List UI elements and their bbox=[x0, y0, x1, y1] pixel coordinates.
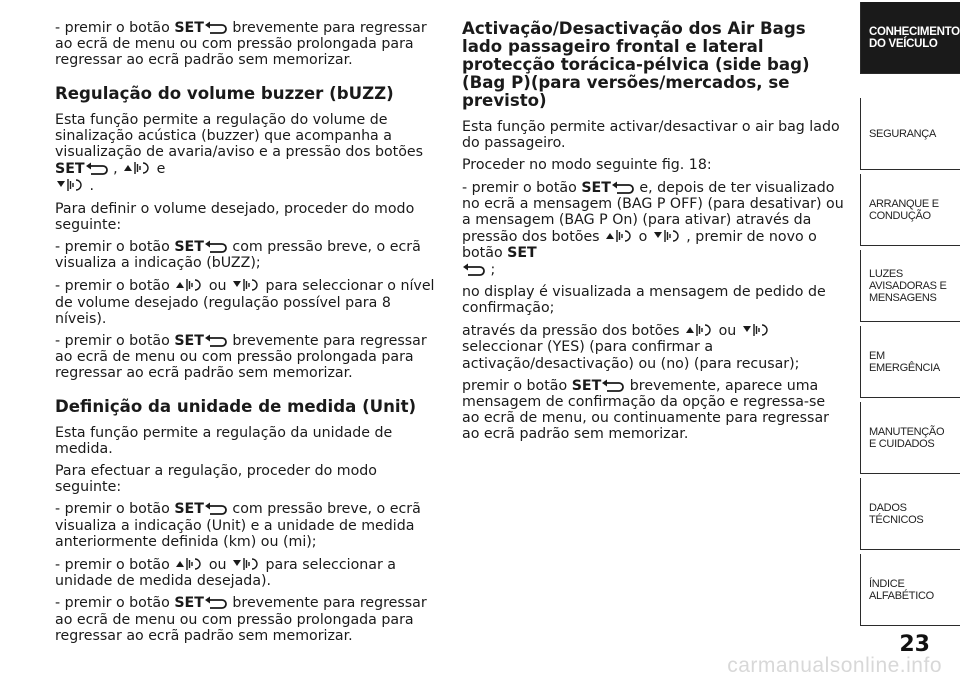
down-button-icon bbox=[741, 322, 771, 338]
left-column bbox=[55, 20, 440, 650]
paragraph-step bbox=[55, 595, 440, 644]
text: e, depois de ter visualizado no ecrã a mensagem (BAG P OFF) (para desativar) ou a mensagem (BAG P On) (para ativar) através da pressão dos botões bbox=[462, 179, 844, 246]
paragraph-step bbox=[462, 180, 847, 278]
tab-label: DADOS TÉCNICOS bbox=[869, 501, 924, 526]
tab-label: CONHECIMENTO DO VEÍCULO bbox=[869, 25, 960, 50]
text: e bbox=[152, 161, 166, 178]
paragraph-unit-intro: Esta função permite a regulação da unidade de medida. bbox=[55, 424, 393, 457]
tab-dados-tecnicos[interactable] bbox=[860, 478, 960, 550]
text: - premir o botão bbox=[462, 179, 582, 196]
up-button-icon bbox=[174, 277, 204, 293]
paragraph-step bbox=[55, 239, 440, 271]
set-button-label: SET bbox=[174, 333, 204, 350]
heading-airbag-activation: Activação/Desactivação dos Air Bags lado passageiro frontal e lateral protecção torácica-pélvica (side bag) (Bag P)(para versões/mercados, se previsto) bbox=[462, 19, 810, 110]
heading-buzzer-volume: Regulação do volume buzzer (bUZZ) bbox=[55, 83, 394, 103]
text: com pressão breve, o ecrã visualiza a indicação (bUZZ); bbox=[55, 239, 421, 272]
paragraph-airbag-intro: Esta função permite activar/desactivar o air bag lado do passageiro. bbox=[462, 119, 840, 152]
text: Esta função permite a regulação do volume de sinalização acústica (buzzer) que acompanha a visualização de avaria/aviso e a pressão dos botões bbox=[55, 111, 424, 161]
set-button-label: SET bbox=[174, 501, 204, 518]
right-column bbox=[462, 20, 847, 449]
text: ou bbox=[204, 557, 232, 574]
return-arrow-icon bbox=[204, 502, 228, 516]
text: - premir o botão bbox=[55, 557, 175, 574]
down-button-icon bbox=[652, 228, 682, 244]
return-arrow-icon bbox=[204, 240, 228, 254]
up-button-icon bbox=[174, 556, 204, 572]
set-button-label: SET bbox=[174, 20, 204, 36]
tab-label: MANUTENÇÃO E CUIDADOS bbox=[869, 425, 945, 450]
text: para seleccionar o nível de volume desejado (regulação possível para 8 níveis). bbox=[55, 278, 435, 327]
return-arrow-icon bbox=[462, 263, 486, 277]
paragraph-step bbox=[55, 277, 440, 327]
set-button-label: SET bbox=[55, 161, 85, 178]
set-button-label: SET bbox=[571, 377, 602, 394]
text: seleccionar (YES) (para confirmar a activação/desactivação) ou (no) (para recusar); bbox=[462, 339, 800, 372]
tab-label: ARRANQUE E CONDUÇÃO bbox=[869, 197, 939, 222]
text: , premir de novo o botão bbox=[462, 229, 817, 262]
up-button-icon bbox=[604, 228, 634, 244]
tab-em-emergencia[interactable] bbox=[860, 326, 960, 398]
paragraph-return-menu bbox=[55, 20, 440, 69]
up-button-icon bbox=[684, 322, 714, 338]
tab-label: ÍNDICE ALFABÉTICO bbox=[869, 577, 934, 602]
text: ou bbox=[714, 323, 741, 340]
text: o bbox=[634, 229, 652, 246]
tab-label: EM EMERGÊNCIA bbox=[869, 349, 940, 374]
set-button-label: SET bbox=[174, 595, 204, 612]
paragraph-buzzer-intro bbox=[55, 112, 440, 195]
text: - premir o botão bbox=[55, 278, 175, 295]
set-button-label: SET bbox=[174, 239, 204, 256]
text: brevemente para regressar ao ecrã de menu ou com pressão prolongada para regressar ao ecrã padrão sem memorizar. bbox=[55, 595, 427, 644]
text: . bbox=[85, 178, 95, 195]
watermark: carmanualsonline.info bbox=[727, 654, 942, 677]
text: ; bbox=[486, 261, 496, 278]
return-arrow-icon bbox=[204, 334, 228, 348]
set-button-label: SET bbox=[581, 179, 611, 196]
text: - premir o botão bbox=[55, 20, 175, 36]
return-arrow-icon bbox=[85, 162, 109, 176]
chapter-sidebar bbox=[860, 0, 960, 678]
paragraph-volume-procedure: Para definir o volume desejado, proceder do modo seguinte: bbox=[55, 200, 415, 233]
tab-label: LUZES AVISADORAS E MENSAGENS bbox=[869, 267, 947, 304]
return-arrow-icon bbox=[204, 596, 228, 610]
down-button-icon bbox=[231, 277, 261, 293]
paragraph-confirmation: no display é visualizada a mensagem de pedido de confirmação; bbox=[462, 283, 826, 317]
text: brevemente, aparece uma mensagem de confirmação da opção e regressa-se ao ecrã de menu, ou continuamente para regressar ao ecrã padrão sem memorizar. bbox=[462, 377, 829, 443]
tab-luzes-avisadoras[interactable] bbox=[860, 250, 960, 322]
text: - premir o botão bbox=[55, 239, 175, 256]
down-button-icon bbox=[231, 556, 261, 572]
paragraph-step bbox=[462, 322, 847, 372]
set-button-label: SET bbox=[507, 245, 537, 262]
down-button-icon bbox=[55, 177, 85, 193]
tab-conhecimento-do-veiculo[interactable] bbox=[860, 2, 960, 74]
paragraph-unit-procedure: Para efectuar a regulação, proceder do modo seguinte: bbox=[55, 463, 377, 496]
paragraph-step bbox=[55, 333, 440, 382]
text: - premir o botão bbox=[55, 595, 175, 612]
paragraph-step bbox=[55, 501, 440, 550]
text: com pressão breve, o ecrã visualiza a indicação (Unit) e a unidade de medida anteriormente definida (km) ou (mi); bbox=[55, 501, 421, 550]
text: - premir o botão bbox=[55, 333, 175, 350]
text: brevemente para regressar ao ecrã de menu ou com pressão prolongada para regressar ao ecrã padrão sem memorizar. bbox=[55, 20, 427, 69]
text: através da pressão dos botões bbox=[462, 323, 685, 340]
tab-manutencao-e-cuidados[interactable] bbox=[860, 402, 960, 474]
return-arrow-icon bbox=[204, 21, 228, 35]
paragraph-airbag-procedure: Proceder no modo seguinte fig. 18: bbox=[462, 157, 712, 174]
text: - premir o botão bbox=[55, 501, 175, 518]
tab-label: SEGURANÇA bbox=[869, 127, 936, 140]
text: , bbox=[108, 161, 123, 178]
tab-arranque-e-conducao[interactable] bbox=[860, 174, 960, 246]
heading-unit-of-measure: Definição da unidade de medida (Unit) bbox=[55, 396, 417, 416]
return-arrow-icon bbox=[601, 379, 625, 393]
text: premir o botão bbox=[462, 377, 572, 394]
page-number: 23 bbox=[899, 632, 930, 657]
paragraph-step bbox=[55, 556, 440, 589]
paragraph-step bbox=[462, 378, 847, 443]
tab-indice-alfabetico[interactable] bbox=[860, 554, 960, 626]
tab-seguranca[interactable] bbox=[860, 98, 960, 170]
text: para seleccionar a unidade de medida desejada). bbox=[55, 557, 396, 590]
return-arrow-icon bbox=[611, 181, 635, 195]
up-button-icon bbox=[122, 160, 152, 176]
text: brevemente para regressar ao ecrã de menu ou com pressão prolongada para regressar ao ecrã padrão sem memorizar. bbox=[55, 333, 427, 382]
text: ou bbox=[204, 278, 232, 295]
